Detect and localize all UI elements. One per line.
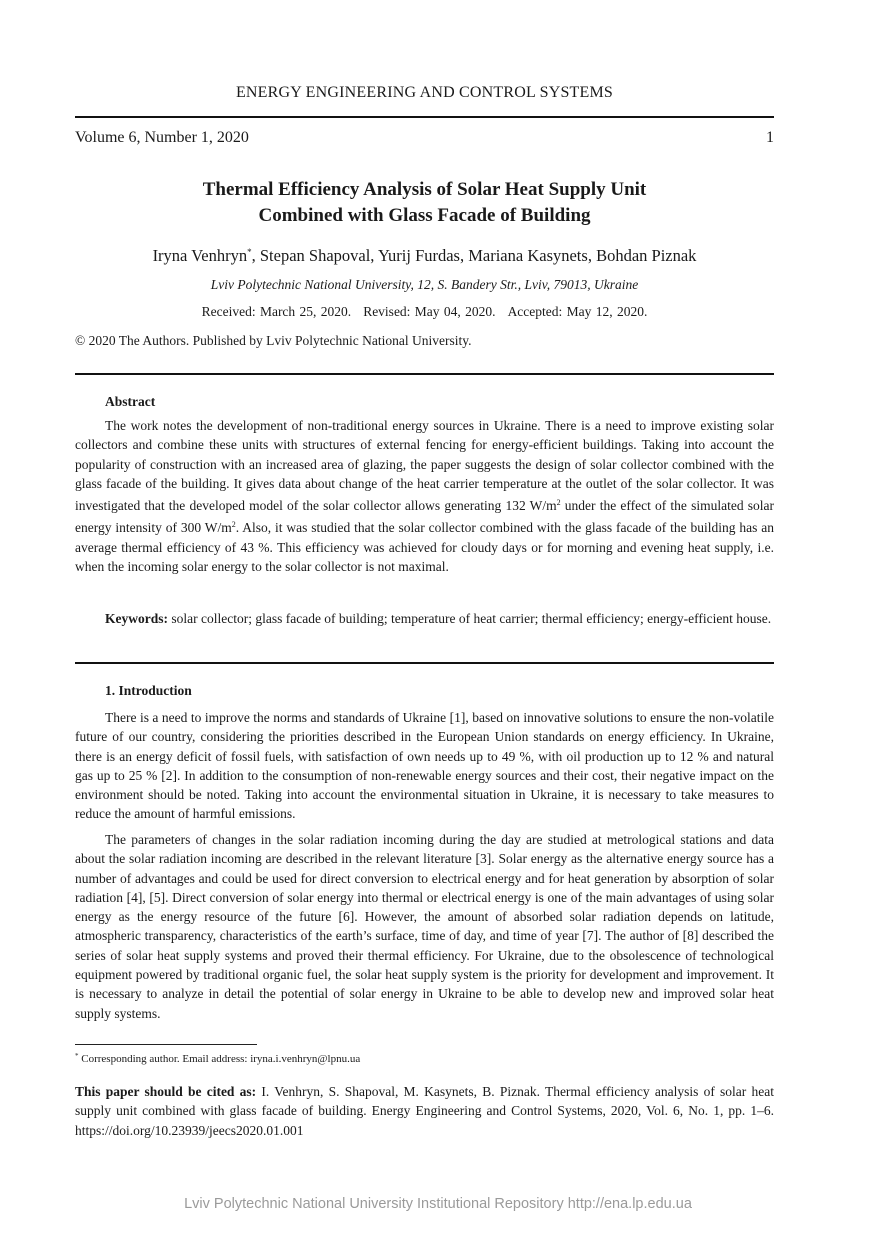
citation-block bbox=[75, 1082, 774, 1140]
volume-line bbox=[75, 129, 774, 147]
keywords-label: Keywords: bbox=[105, 611, 168, 626]
copyright-notice: © 2020 The Authors. Published by Lviv Polytechnic National University. bbox=[75, 333, 472, 348]
received-date: Received: March 25, 2020. bbox=[201, 304, 352, 319]
intro-paragraph-2 bbox=[75, 830, 774, 1023]
citation-text: I. Venhryn, S. Shapoval, M. Kasynets, B. Piznak. Thermal efficiency analysis of solar heat supply unit combined with glass facade of building. Energy Engineering and Control Systems, 2020, Vol. 6, No. 1, pp. 1–6. https://doi.org/10.23939/jeecs2020.01.001 bbox=[75, 1084, 774, 1138]
abstract-text-3: . Also, it was studied that the solar collector combined with the glass facade of the building has an average thermal efficiency of 43 %. This efficiency was achieved for cloudy days or for morning and evening heat supply, i.e. when the incoming solar energy to the solar collector is not maximal. bbox=[75, 520, 775, 575]
footnote-mark: * bbox=[75, 1052, 79, 1060]
dates-line bbox=[75, 304, 774, 320]
revised-date: Revised: May 04, 2020. bbox=[363, 304, 496, 319]
author-first: Iryna Venhryn bbox=[152, 246, 248, 265]
accepted-date: Accepted: May 12, 2020. bbox=[507, 304, 648, 319]
author-list bbox=[75, 246, 774, 266]
abstract-bottom-rule bbox=[75, 662, 774, 664]
footnote bbox=[75, 1052, 360, 1065]
intro-paragraph-1 bbox=[75, 708, 774, 824]
section-heading: 1. Introduction bbox=[105, 683, 192, 698]
paper-title bbox=[75, 177, 774, 229]
affiliation: Lviv Polytechnic National University, 12, S. Bandery Str., Lviv, 79013, Ukraine bbox=[210, 277, 639, 292]
repository-footer: Lviv Polytechnic National University Institutional Repository http://ena.lp.edu.ua bbox=[184, 1196, 692, 1212]
unit-superscript: 2 bbox=[231, 520, 236, 530]
intro-text-1: There is a need to improve the norms and standards of Ukraine [1], based on innovative solutions to ensure the non-volatile future of our country, considering the priorities described in the European Union standards on energy efficiency. In Ukraine, there is an energy deficit of fossil fuels, with satisfaction of own needs up to 49 %, with oil production up to 12 % and natural gas up to 25 % [2]. In addition to the consumption of non-renewable energy sources and their cost, their negative impact on the environment should be noted. Taking into account the environmental situation in Ukraine, it is necessary to take measures to reduce the amount of harmful emissions. bbox=[75, 710, 774, 822]
abstract-body bbox=[75, 416, 774, 576]
abstract-top-rule bbox=[75, 373, 774, 375]
page-number: 1 bbox=[766, 129, 774, 146]
authors-rest: , Stepan Shapoval, Yurij Furdas, Mariana Kasynets, Bohdan Piznak bbox=[251, 246, 697, 265]
keywords bbox=[75, 609, 774, 628]
footnote-rule bbox=[75, 1044, 257, 1045]
journal-name: ENERGY ENGINEERING AND CONTROL SYSTEMS bbox=[235, 84, 614, 101]
intro-text-2: The parameters of changes in the solar radiation incoming during the day are studied at metrological stations and data about the solar radiation incoming are described in the relevant literature [3]. Solar energy as the alternative energy source has a number of advantages and could be used for direct conversion to electrical energy and for heat generation by absorption of solar radiation [4], [5]. Direct conversion of solar energy into thermal or electrical energy is one of the main advantages of using solar energy as the energy resource of the future [6]. However, the amount of absorbed solar radiation depends on latitude, atmospheric transparency, characteristics of the earth’s surface, time of day, and time of year [7]. The author of [8] described the series of solar heat supply systems and proved their thermal efficiency. For Ukraine, due to the obsolescence of technological equipment powered by traditional organic fuel, the solar heat supply system is the priority for development and improvement. It is necessary to analyze in detail the potential of solar energy in Ukraine to be able to develop new and improved solar heat supply systems. bbox=[75, 832, 774, 1021]
footnote-text: Corresponding author. Email address: iryna.i.venhryn@lpnu.ua bbox=[78, 1053, 361, 1065]
volume-info: Volume 6, Number 1, 2020 bbox=[75, 129, 249, 146]
abstract-text-1: The work notes the development of non-traditional energy sources in Ukraine. There is a need to improve existing solar collectors and combine these units with structures of external fencing for energy-efficient buildings. Taking into account the popularity of construction with an increased area of glazing, the paper suggests the design of solar collector combined with the glass facade of the building. It gives data about change of the heat carrier temperature at the outlet of the solar collector. It was investigated that the developed model of the solar collector allows generating 132 W/m bbox=[75, 418, 774, 514]
corresponding-mark: * bbox=[247, 247, 252, 257]
header-rule bbox=[75, 116, 774, 118]
title-line-1: Thermal Efficiency Analysis of Solar Heat Supply Unit bbox=[202, 179, 647, 200]
citation-label: This paper should be cited as: bbox=[75, 1084, 257, 1099]
unit-superscript: 2 bbox=[556, 498, 561, 508]
abstract-heading: Abstract bbox=[105, 394, 156, 409]
title-line-2: Combined with Glass Facade of Building bbox=[258, 205, 591, 226]
keywords-text: solar collector; glass facade of building; temperature of heat carrier; thermal efficiency; energy-efficient house. bbox=[168, 611, 772, 626]
abstract-paragraph bbox=[75, 416, 774, 576]
abstract-text-2: under the effect of the simulated solar energy intensity of 300 W/m bbox=[75, 498, 774, 536]
